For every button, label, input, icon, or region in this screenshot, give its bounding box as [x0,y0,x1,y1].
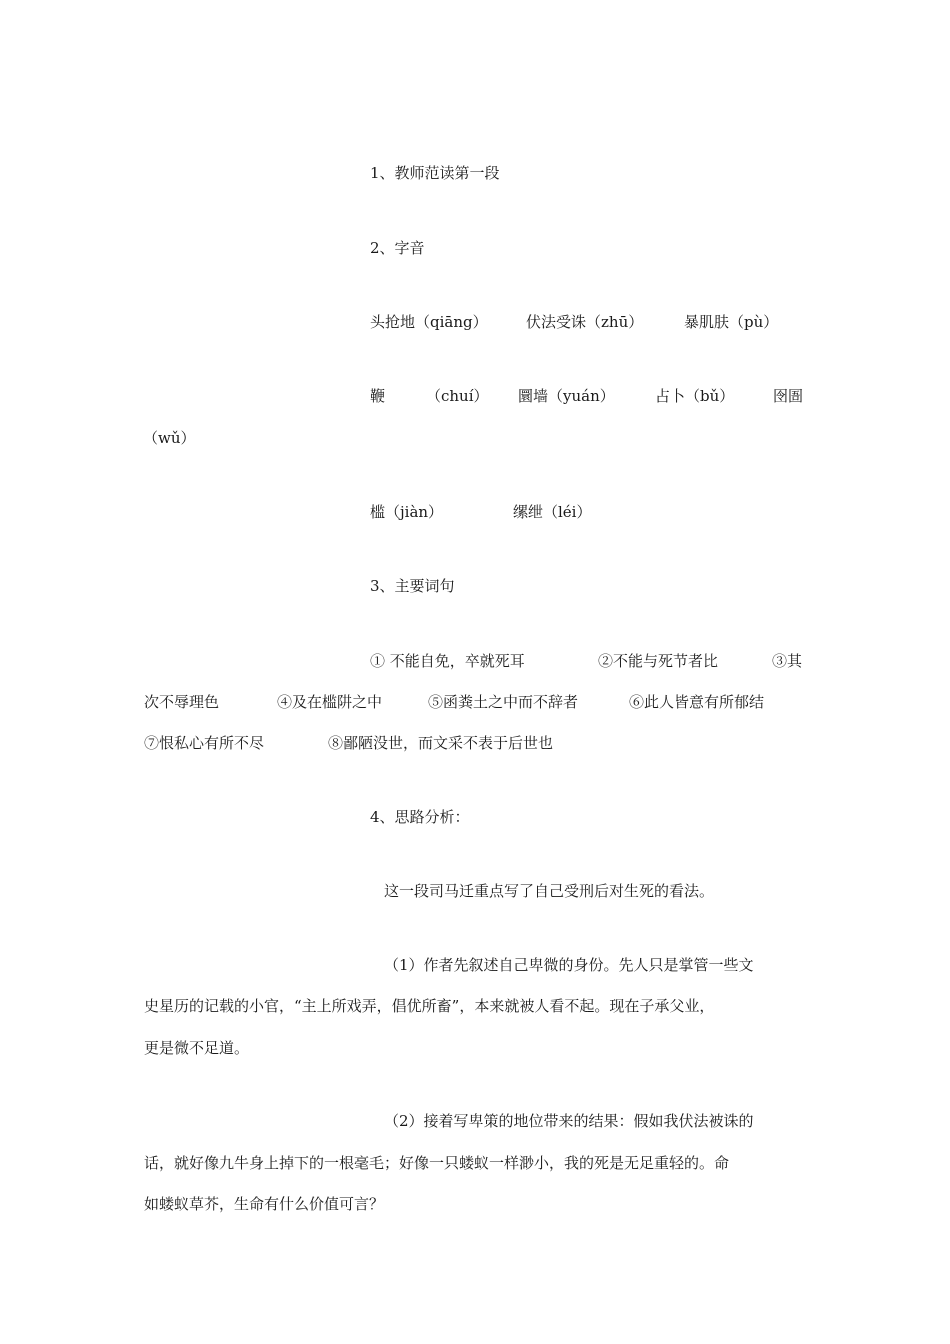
key-phrase: 次不辱理色 [144,693,220,711]
pronunciation-item: 囹圄 [773,387,804,405]
key-phrase: ②不能与死节者比 [598,652,719,670]
pronunciation-item: 占卜（bǔ） [655,387,735,405]
section-3-heading: 3、主要词句 [370,577,455,595]
pronunciation-item-wrap: （wǔ） [143,429,196,447]
pronunciation-item: 暴肌肤（pù） [684,313,779,331]
analysis-paragraph-1-line: （1）作者先叙述自己卑微的身份。先人只是掌管一些文 [384,956,754,974]
pronunciation-item: 缧绁（léi） [513,503,592,521]
pronunciation-item: 槛（jiàn） [370,503,444,521]
pronunciation-item: 圜墙（yuán） [518,387,615,405]
key-phrase: ⑤函粪土之中而不辞者 [428,693,579,711]
key-phrase: ③其 [772,652,803,670]
pronunciation-item: （chuí） [426,387,489,405]
pronunciation-item: 伏法受诛（zhū） [526,313,644,331]
section-1-heading: 1、教师范读第一段 [370,164,500,182]
key-phrase: ⑥此人皆意有所郁结 [629,693,765,711]
analysis-paragraph-2-line: 话，就好像九牛身上掉下的一根毫毛；好像一只蝼蚁一样渺小，我的死是无足重轻的。命 [144,1154,730,1172]
analysis-paragraph-2-line: 如蝼蚁草芥，生命有什么价值可言？ [144,1195,385,1213]
key-phrase: ⑦恨私心有所不尽 [144,734,265,752]
analysis-paragraph-1-line: 更是微不足道。 [144,1039,250,1057]
analysis-paragraph-1-line: 史星历的记载的小官，“主上所戏弄，倡优所畜”，本来就被人看不起。现在子承父业， [144,997,715,1015]
pronunciation-item: 鞭 [370,387,386,405]
section-2-heading: 2、字音 [370,239,425,257]
key-phrase: ④及在槛阱之中 [277,693,383,711]
key-phrase: ① 不能自免，卒就死耳 [370,652,525,670]
section-4-heading: 4、思路分析： [370,808,470,826]
analysis-paragraph-2-line: （2）接着写卑策的地位带来的结果：假如我伏法被诛的 [384,1112,754,1130]
pronunciation-item: 头抢地（qiāng） [370,313,488,331]
key-phrase: ⑧鄙陋没世，而文采不表于后世也 [328,734,554,752]
analysis-intro: 这一段司马迁重点写了自己受刑后对生死的看法。 [384,882,715,900]
